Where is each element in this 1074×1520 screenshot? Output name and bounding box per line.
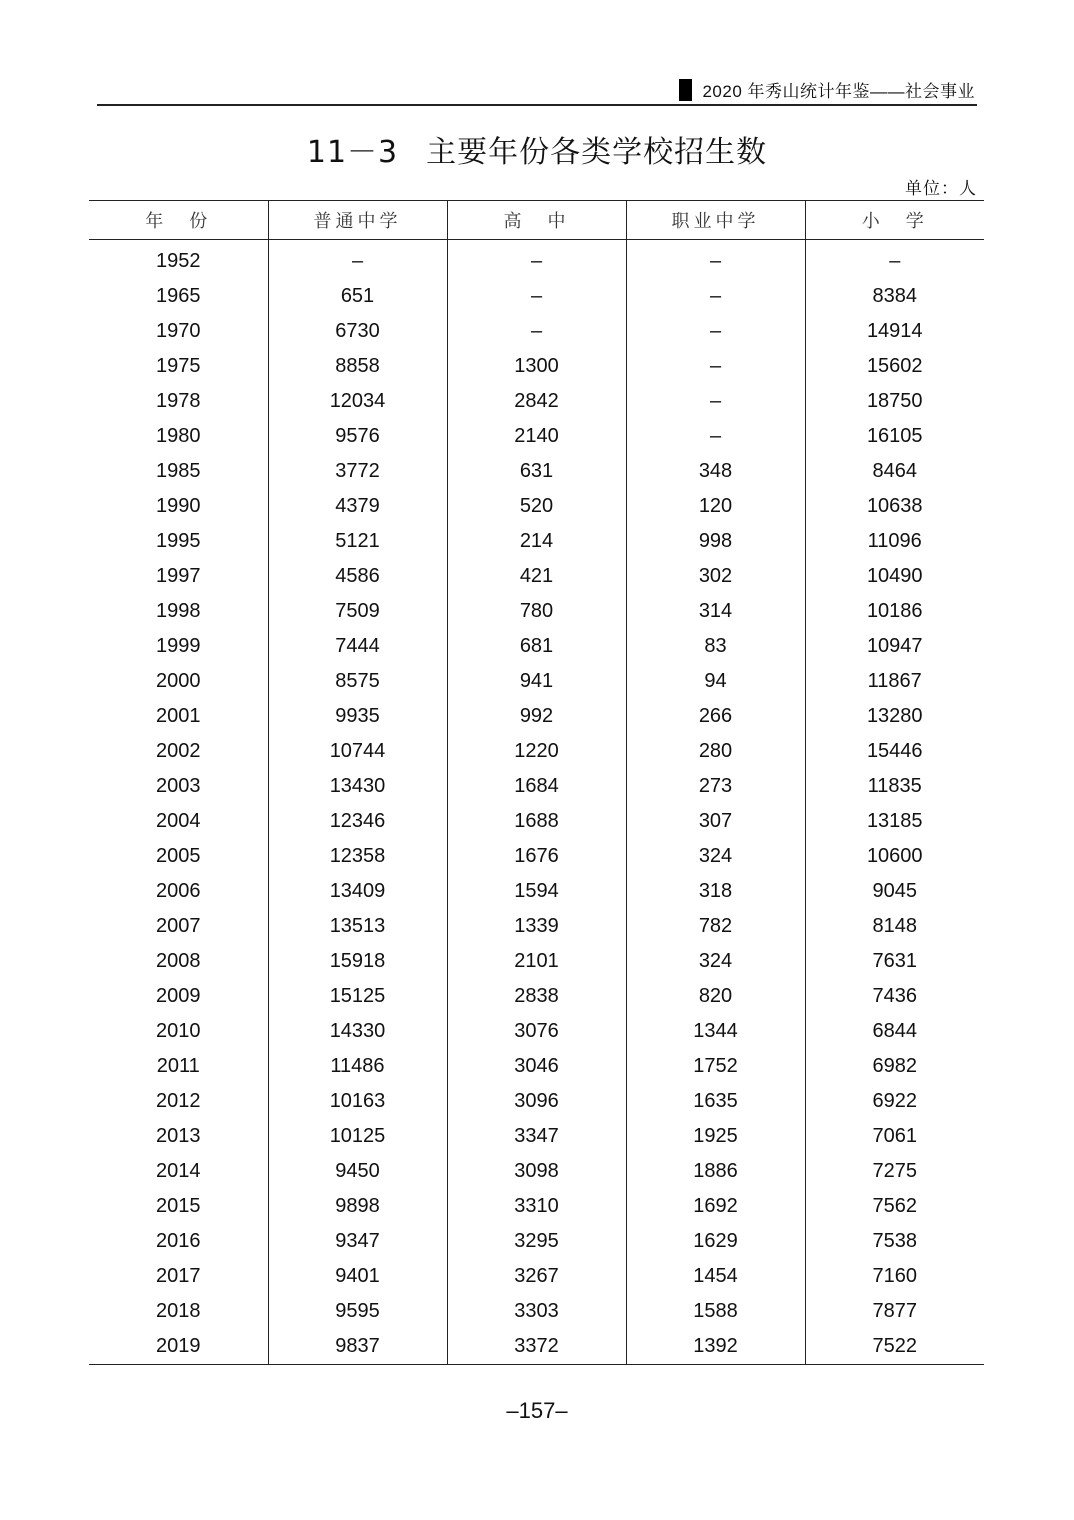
cell-general-middle-school: 9935 xyxy=(268,699,447,734)
cell-high-school: 1688 xyxy=(447,804,626,839)
cell-primary-school: 7160 xyxy=(805,1259,984,1294)
cell-high-school: 3295 xyxy=(447,1224,626,1259)
cell-year: 2007 xyxy=(156,915,201,937)
cell-year: 1999 xyxy=(156,635,201,657)
cell-vocational-school: 318 xyxy=(626,874,805,909)
cell-vocational-school: 1925 xyxy=(626,1119,805,1154)
header-year: 年 份 xyxy=(89,201,268,240)
cell-year: 2018 xyxy=(156,1300,201,1322)
cell-general-middle-school: 7509 xyxy=(268,594,447,629)
header-high-school: 高 中 xyxy=(447,201,626,240)
table-row xyxy=(89,734,984,769)
cell-year: 1998 xyxy=(156,600,201,622)
table-row xyxy=(89,804,984,839)
cell-general-middle-school: 9595 xyxy=(268,1294,447,1329)
enrollment-table xyxy=(89,200,984,1365)
cell-vocational-school: 1752 xyxy=(626,1049,805,1084)
table-row xyxy=(89,1294,984,1329)
cell-high-school: 2838 xyxy=(447,979,626,1014)
cell-year: 2010 xyxy=(156,1020,201,1042)
cell-primary-school: 7061 xyxy=(805,1119,984,1154)
cell-primary-school: 11867 xyxy=(805,664,984,699)
cell-general-middle-school: 4379 xyxy=(268,489,447,524)
cell-vocational-school: 324 xyxy=(626,944,805,979)
table-row xyxy=(89,349,984,384)
cell-high-school: 3096 xyxy=(447,1084,626,1119)
table-row xyxy=(89,454,984,489)
cell-general-middle-school: 15125 xyxy=(268,979,447,1014)
table-row xyxy=(89,909,984,944)
cell-high-school: 681 xyxy=(447,629,626,664)
cell-primary-school: 16105 xyxy=(805,419,984,454)
cell-year: 1952 xyxy=(156,250,201,272)
cell-primary-school: 15602 xyxy=(805,349,984,384)
cell-year: 1970 xyxy=(156,320,201,342)
cell-year: 2001 xyxy=(156,705,201,727)
cell-high-school: 2140 xyxy=(447,419,626,454)
table-row xyxy=(89,1329,984,1365)
cell-high-school: – xyxy=(447,314,626,349)
table-row xyxy=(89,944,984,979)
cell-high-school: 421 xyxy=(447,559,626,594)
cell-general-middle-school: 13430 xyxy=(268,769,447,804)
cell-high-school: 941 xyxy=(447,664,626,699)
cell-primary-school: 10947 xyxy=(805,629,984,664)
cell-primary-school: 10490 xyxy=(805,559,984,594)
table-row xyxy=(89,314,984,349)
table-row xyxy=(89,419,984,454)
cell-general-middle-school: 7444 xyxy=(268,629,447,664)
cell-vocational-school: – xyxy=(626,419,805,454)
cell-high-school: 1684 xyxy=(447,769,626,804)
cell-year: 1978 xyxy=(156,390,201,412)
cell-high-school: 631 xyxy=(447,454,626,489)
cell-year: 2005 xyxy=(156,845,201,867)
cell-general-middle-school: 9450 xyxy=(268,1154,447,1189)
cell-year: 2016 xyxy=(156,1230,201,1252)
cell-primary-school: 7562 xyxy=(805,1189,984,1224)
table-body xyxy=(89,240,984,1365)
cell-general-middle-school: 3772 xyxy=(268,454,447,489)
cell-general-middle-school: 9837 xyxy=(268,1329,447,1365)
cell-primary-school: 13280 xyxy=(805,699,984,734)
table-row xyxy=(89,240,984,280)
cell-high-school: 3347 xyxy=(447,1119,626,1154)
cell-high-school: 3372 xyxy=(447,1329,626,1365)
cell-vocational-school: 1588 xyxy=(626,1294,805,1329)
cell-high-school: 1339 xyxy=(447,909,626,944)
cell-primary-school: 6844 xyxy=(805,1014,984,1049)
cell-general-middle-school: – xyxy=(268,240,447,280)
cell-general-middle-school: 13513 xyxy=(268,909,447,944)
table-row xyxy=(89,874,984,909)
cell-vocational-school: 120 xyxy=(626,489,805,524)
cell-high-school: 3267 xyxy=(447,1259,626,1294)
cell-year: 2012 xyxy=(156,1090,201,1112)
cell-general-middle-school: 9898 xyxy=(268,1189,447,1224)
cell-general-middle-school: 5121 xyxy=(268,524,447,559)
cell-vocational-school: 280 xyxy=(626,734,805,769)
cell-vocational-school: 1344 xyxy=(626,1014,805,1049)
header-vocational-school: 职业中学 xyxy=(626,201,805,240)
table-row xyxy=(89,839,984,874)
cell-vocational-school: 314 xyxy=(626,594,805,629)
cell-high-school: 780 xyxy=(447,594,626,629)
cell-year: 2006 xyxy=(156,880,201,902)
cell-general-middle-school: 9347 xyxy=(268,1224,447,1259)
cell-vocational-school: 94 xyxy=(626,664,805,699)
table-row xyxy=(89,1014,984,1049)
cell-high-school: 214 xyxy=(447,524,626,559)
cell-year: 2000 xyxy=(156,670,201,692)
cell-year: 1985 xyxy=(156,460,201,482)
cell-year: 2015 xyxy=(156,1195,201,1217)
cell-primary-school: 7436 xyxy=(805,979,984,1014)
cell-primary-school: – xyxy=(805,240,984,280)
table-row xyxy=(89,979,984,1014)
cell-primary-school: 14914 xyxy=(805,314,984,349)
cell-vocational-school: – xyxy=(626,314,805,349)
cell-vocational-school: 820 xyxy=(626,979,805,1014)
cell-primary-school: 10600 xyxy=(805,839,984,874)
cell-high-school: 520 xyxy=(447,489,626,524)
cell-high-school: 2842 xyxy=(447,384,626,419)
table-row xyxy=(89,594,984,629)
table-row xyxy=(89,699,984,734)
table-row xyxy=(89,1084,984,1119)
cell-vocational-school: – xyxy=(626,240,805,280)
table-row xyxy=(89,559,984,594)
cell-general-middle-school: 9576 xyxy=(268,419,447,454)
cell-general-middle-school: 9401 xyxy=(268,1259,447,1294)
table-row xyxy=(89,769,984,804)
cell-vocational-school: 307 xyxy=(626,804,805,839)
cell-vocational-school: – xyxy=(626,279,805,314)
cell-vocational-school: 998 xyxy=(626,524,805,559)
cell-primary-school: 18750 xyxy=(805,384,984,419)
cell-year: 2004 xyxy=(156,810,201,832)
cell-vocational-school: 1692 xyxy=(626,1189,805,1224)
running-header-content xyxy=(679,77,975,102)
cell-year: 1995 xyxy=(156,530,201,552)
cell-year: 1990 xyxy=(156,495,201,517)
cell-high-school: 1676 xyxy=(447,839,626,874)
cell-primary-school: 8384 xyxy=(805,279,984,314)
cell-general-middle-school: 11486 xyxy=(268,1049,447,1084)
page-title xyxy=(0,127,1074,171)
cell-year: 2011 xyxy=(156,1055,200,1077)
cell-year: 1997 xyxy=(156,565,201,587)
table-row xyxy=(89,384,984,419)
cell-vocational-school: 1392 xyxy=(626,1329,805,1365)
table-row xyxy=(89,524,984,559)
table-row xyxy=(89,664,984,699)
cell-general-middle-school: 10125 xyxy=(268,1119,447,1154)
table-row xyxy=(89,1224,984,1259)
cell-primary-school: 7275 xyxy=(805,1154,984,1189)
cell-general-middle-school: 15918 xyxy=(268,944,447,979)
cell-high-school: – xyxy=(447,279,626,314)
cell-high-school: 3303 xyxy=(447,1294,626,1329)
cell-primary-school: 11096 xyxy=(805,524,984,559)
cell-year: 2017 xyxy=(156,1265,201,1287)
table-row xyxy=(89,1259,984,1294)
table-row xyxy=(89,489,984,524)
cell-general-middle-school: 8858 xyxy=(268,349,447,384)
cell-vocational-school: 348 xyxy=(626,454,805,489)
cell-year: 1965 xyxy=(156,285,201,307)
cell-vocational-school: 1629 xyxy=(626,1224,805,1259)
cell-vocational-school: 782 xyxy=(626,909,805,944)
table-row xyxy=(89,1154,984,1189)
cell-vocational-school: – xyxy=(626,349,805,384)
running-header xyxy=(97,76,977,106)
cell-year: 1980 xyxy=(156,425,201,447)
cell-general-middle-school: 10163 xyxy=(268,1084,447,1119)
cell-high-school: 1594 xyxy=(447,874,626,909)
table-row xyxy=(89,1119,984,1154)
cell-vocational-school: 266 xyxy=(626,699,805,734)
cell-year: 2002 xyxy=(156,740,201,762)
cell-high-school: 3046 xyxy=(447,1049,626,1084)
running-header-text: 2020 年秀山统计年鉴——社会事业 xyxy=(702,82,975,101)
cell-high-school: 1300 xyxy=(447,349,626,384)
cell-year: 1975 xyxy=(156,355,201,377)
cell-primary-school: 6922 xyxy=(805,1084,984,1119)
cell-vocational-school: 1886 xyxy=(626,1154,805,1189)
cell-primary-school: 6982 xyxy=(805,1049,984,1084)
cell-primary-school: 15446 xyxy=(805,734,984,769)
cell-general-middle-school: 14330 xyxy=(268,1014,447,1049)
cell-vocational-school: 83 xyxy=(626,629,805,664)
table-title: 主要年份各类学校招生数 xyxy=(426,135,768,170)
header-primary-school: 小 学 xyxy=(805,201,984,240)
header-general-middle-school: 普通中学 xyxy=(268,201,447,240)
header-block-mark-icon xyxy=(679,79,692,101)
table-row xyxy=(89,279,984,314)
cell-primary-school: 10186 xyxy=(805,594,984,629)
table-number: 11－3 xyxy=(306,135,399,170)
cell-primary-school: 7522 xyxy=(805,1329,984,1365)
table-row xyxy=(89,629,984,664)
cell-primary-school: 7631 xyxy=(805,944,984,979)
cell-high-school: 1220 xyxy=(447,734,626,769)
cell-general-middle-school: 12358 xyxy=(268,839,447,874)
cell-general-middle-school: 10744 xyxy=(268,734,447,769)
cell-year: 2008 xyxy=(156,950,201,972)
cell-primary-school: 10638 xyxy=(805,489,984,524)
cell-primary-school: 11835 xyxy=(805,769,984,804)
cell-general-middle-school: 12346 xyxy=(268,804,447,839)
cell-primary-school: 9045 xyxy=(805,874,984,909)
cell-primary-school: 13185 xyxy=(805,804,984,839)
cell-year: 2003 xyxy=(156,775,201,797)
cell-general-middle-school: 4586 xyxy=(268,559,447,594)
cell-vocational-school: 324 xyxy=(626,839,805,874)
cell-primary-school: 8464 xyxy=(805,454,984,489)
cell-primary-school: 7538 xyxy=(805,1224,984,1259)
cell-year: 2009 xyxy=(156,985,201,1007)
cell-general-middle-school: 12034 xyxy=(268,384,447,419)
table-header-row xyxy=(89,201,984,240)
cell-vocational-school: – xyxy=(626,384,805,419)
cell-vocational-school: 1454 xyxy=(626,1259,805,1294)
cell-general-middle-school: 6730 xyxy=(268,314,447,349)
cell-high-school: – xyxy=(447,240,626,280)
cell-vocational-school: 1635 xyxy=(626,1084,805,1119)
cell-year: 2013 xyxy=(156,1125,201,1147)
table-row xyxy=(89,1189,984,1224)
page-number: –157– xyxy=(506,1398,568,1423)
cell-primary-school: 8148 xyxy=(805,909,984,944)
cell-general-middle-school: 8575 xyxy=(268,664,447,699)
cell-vocational-school: 273 xyxy=(626,769,805,804)
unit-label: 单位：人 xyxy=(905,179,977,199)
cell-high-school: 3310 xyxy=(447,1189,626,1224)
cell-high-school: 992 xyxy=(447,699,626,734)
cell-vocational-school: 302 xyxy=(626,559,805,594)
cell-general-middle-school: 13409 xyxy=(268,874,447,909)
table-row xyxy=(89,1049,984,1084)
cell-year: 2014 xyxy=(156,1160,201,1182)
cell-high-school: 2101 xyxy=(447,944,626,979)
cell-high-school: 3076 xyxy=(447,1014,626,1049)
cell-year: 2019 xyxy=(89,1329,268,1365)
cell-high-school: 3098 xyxy=(447,1154,626,1189)
cell-general-middle-school: 651 xyxy=(268,279,447,314)
cell-primary-school: 7877 xyxy=(805,1294,984,1329)
